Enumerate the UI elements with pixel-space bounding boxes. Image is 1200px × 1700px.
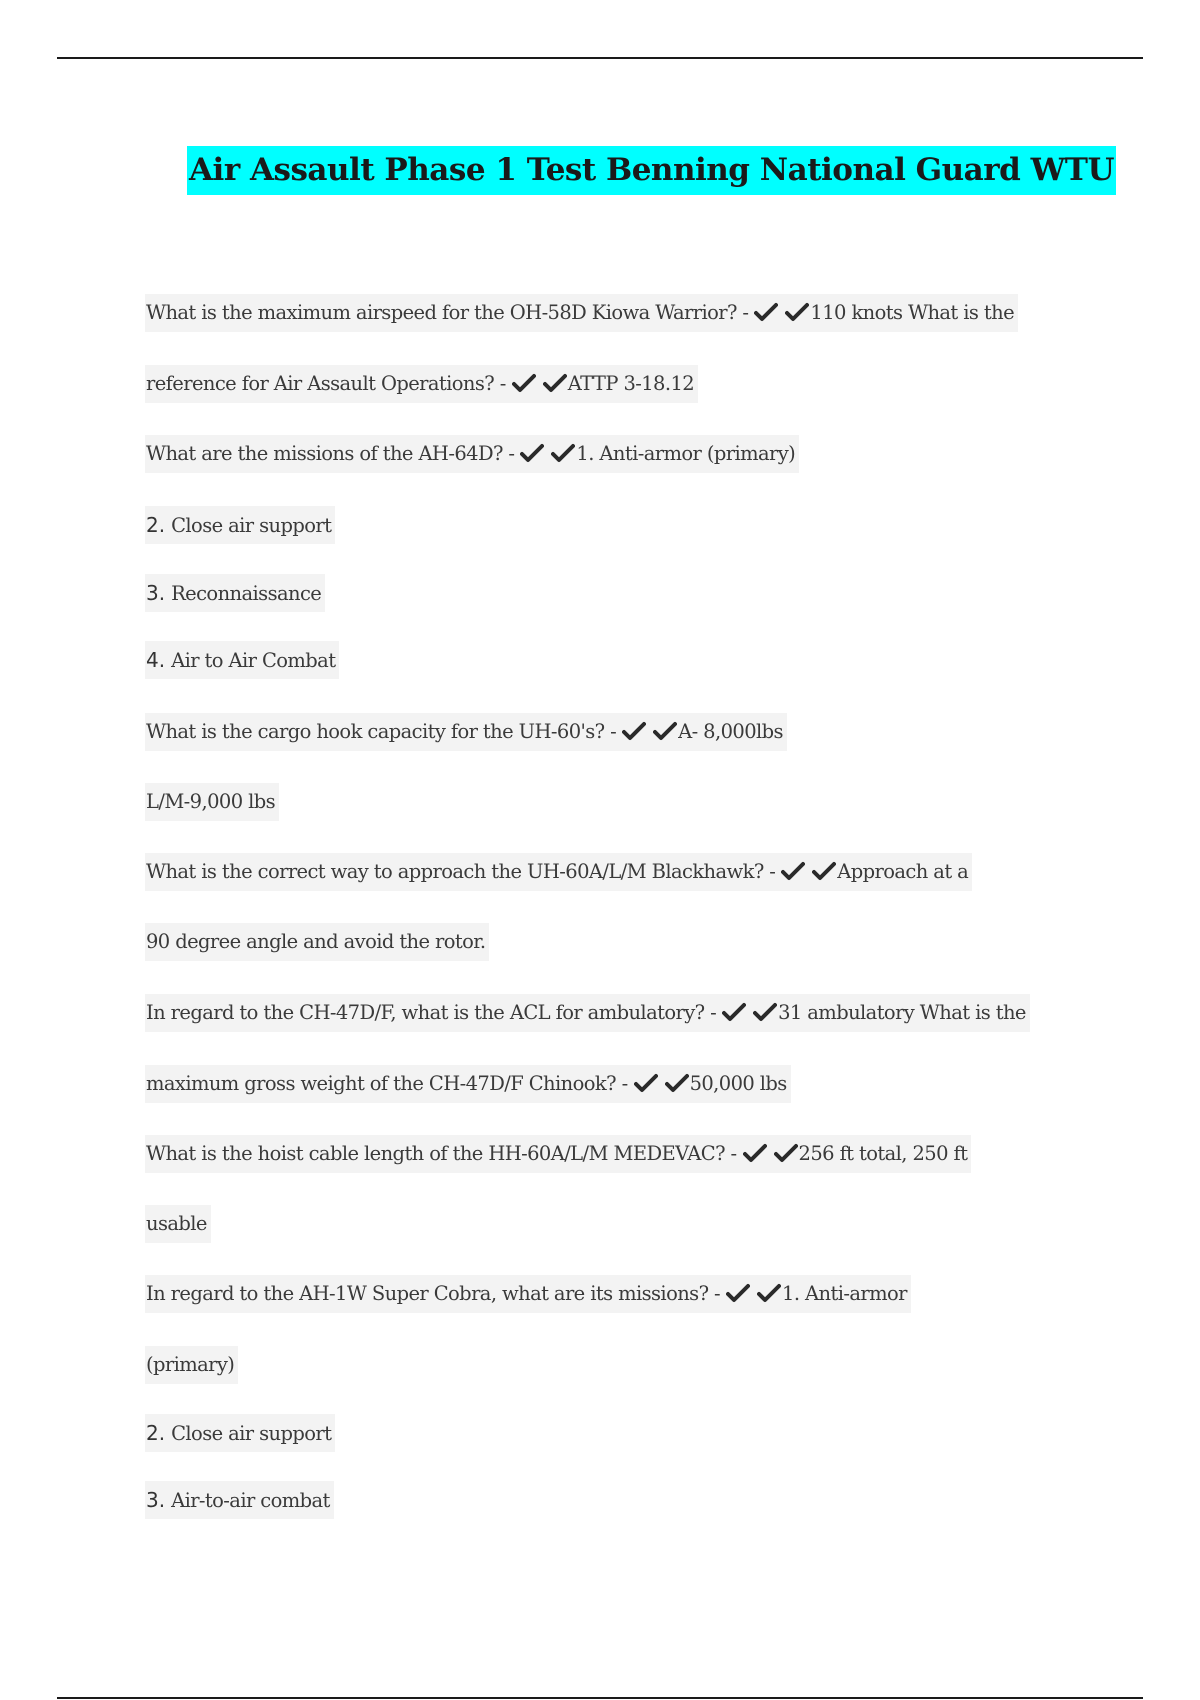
answer-text: 110 knots What is the [810, 301, 1015, 324]
list-number: 3. [146, 581, 166, 605]
question-text: What are the missions of the AH-64D? - [146, 442, 515, 465]
check-icon [726, 1283, 750, 1303]
question-text: maximum gross weight of the CH-47D/F Chinook? - [146, 1072, 628, 1095]
check-icon [665, 1073, 689, 1093]
check-icon [634, 1073, 658, 1093]
list-item [145, 506, 335, 544]
answer-text: 1. Anti-armor (primary) [576, 442, 796, 465]
check-icon [512, 373, 536, 393]
check-icon [551, 443, 575, 463]
document-line [145, 923, 489, 961]
check-icon [812, 861, 836, 881]
check-icon [722, 1002, 746, 1022]
check-icon [743, 1143, 767, 1163]
answer-text: 256 ft total, 250 ft [798, 1142, 968, 1165]
list-item [145, 641, 339, 679]
document-line [145, 365, 698, 403]
document-line [145, 783, 279, 821]
continuation-text: 90 degree angle and avoid the rotor. [146, 930, 486, 953]
question-text: reference for Air Assault Operations? - [146, 372, 506, 395]
check-icon [774, 1143, 798, 1163]
document-line [145, 853, 972, 891]
question-text: In regard to the AH-1W Super Cobra, what are its missions? - [146, 1282, 721, 1305]
question-text: What is the hoist cable length of the HH-60A/L/M MEDEVAC? - [146, 1142, 737, 1165]
check-icon [785, 302, 809, 322]
question-text: What is the correct way to approach the UH-60A/L/M Blackhawk? - [146, 860, 776, 883]
document-line [145, 1065, 791, 1103]
document-line [145, 713, 787, 751]
check-icon [653, 721, 677, 741]
document-line [145, 294, 1018, 332]
document-line [145, 1205, 211, 1243]
list-number: 2. [146, 513, 166, 537]
list-number: 2. [146, 1421, 166, 1445]
question-text: In regard to the CH-47D/F, what is the ACL for ambulatory? - [146, 1001, 717, 1024]
document-line [145, 1275, 911, 1313]
answer-text: 1. Anti-armor [782, 1282, 907, 1305]
top-rule [57, 57, 1143, 59]
answer-text: 31 ambulatory What is the [778, 1001, 1026, 1024]
list-item [145, 1481, 334, 1519]
continuation-text: L/M-9,000 lbs [146, 790, 276, 813]
list-text: Close air support [171, 1422, 332, 1445]
list-text: Air-to-air combat [171, 1489, 330, 1512]
question-text: What is the maximum airspeed for the OH-58D Kiowa Warrior? - [146, 301, 749, 324]
continuation-text: usable [146, 1212, 207, 1235]
document-line [145, 1135, 971, 1173]
document-line [145, 1346, 238, 1384]
check-icon [622, 721, 646, 741]
answer-text: Approach at a [837, 860, 969, 883]
check-icon [520, 443, 544, 463]
list-number: 3. [146, 1488, 166, 1512]
answer-text: A- 8,000lbs [678, 720, 783, 743]
check-icon [781, 861, 805, 881]
page-title: Air Assault Phase 1 Test Benning National Guard WTU [187, 146, 1116, 195]
check-icon [757, 1283, 781, 1303]
list-number: 4. [146, 648, 166, 672]
question-text: What is the cargo hook capacity for the UH-60's? - [146, 720, 617, 743]
list-text: Close air support [171, 514, 332, 537]
bottom-rule [57, 1697, 1143, 1699]
list-text: Air to Air Combat [171, 649, 336, 672]
continuation-text: (primary) [146, 1353, 235, 1376]
list-text: Reconnaissance [171, 582, 322, 605]
answer-text: ATTP 3-18.12 [567, 372, 695, 395]
document-line [145, 994, 1030, 1032]
check-icon [543, 373, 567, 393]
list-item [145, 574, 325, 612]
check-icon [753, 1002, 777, 1022]
list-item [145, 1414, 335, 1452]
check-icon [754, 302, 778, 322]
answer-text: 50,000 lbs [689, 1072, 787, 1095]
document-line [145, 435, 799, 473]
